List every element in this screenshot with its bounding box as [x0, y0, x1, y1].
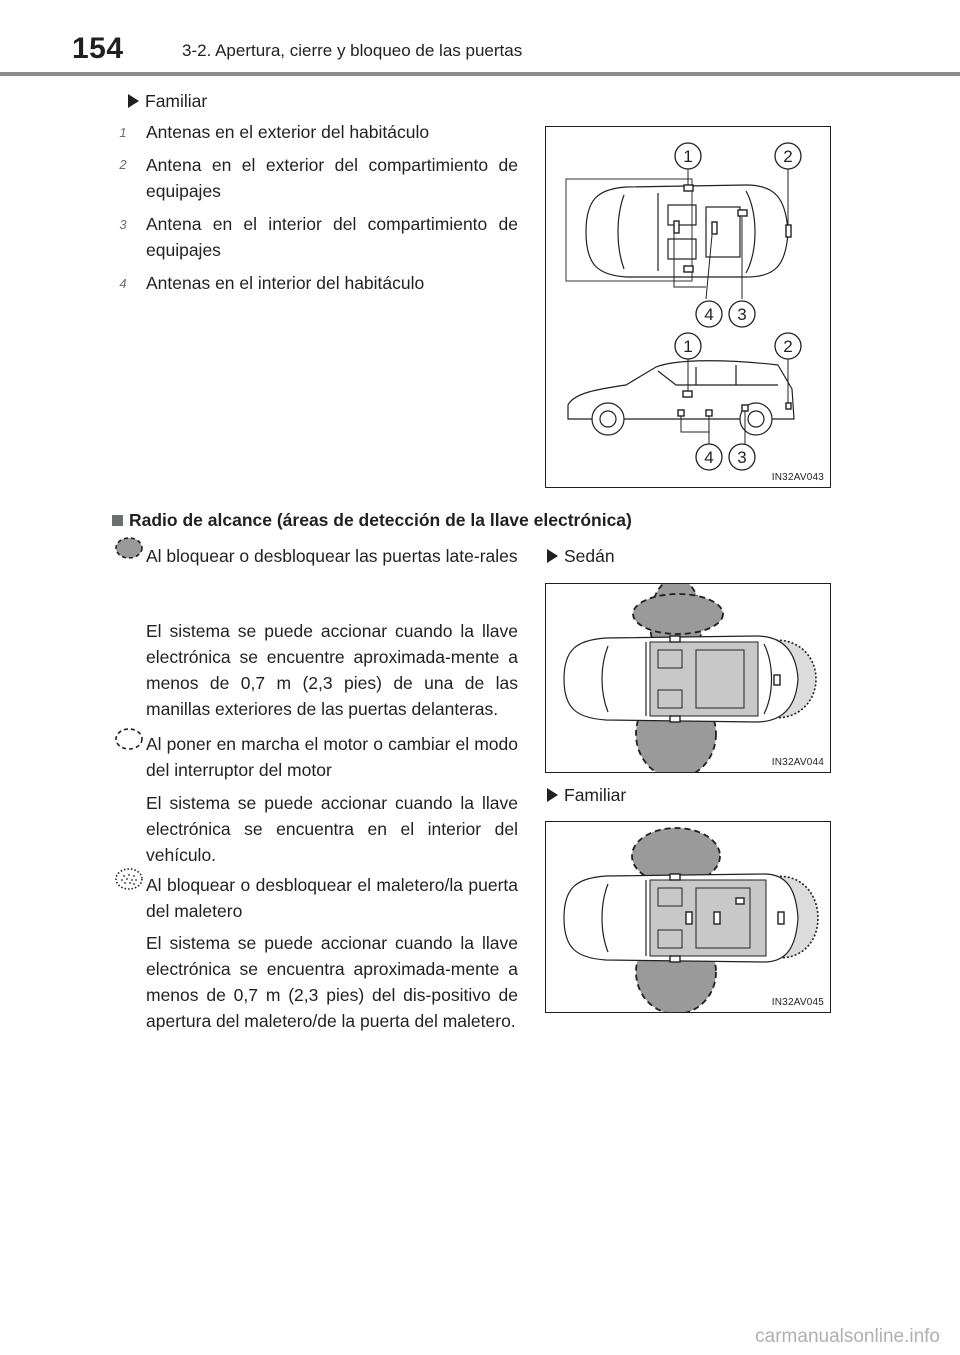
callout-2: 2 [783, 337, 793, 356]
familiar-range-figure [545, 821, 831, 1013]
figure-code: IN32AV044 [771, 757, 824, 768]
dashed-light-zone-icon [114, 727, 144, 751]
variant-label-sedan: Sedán [547, 543, 615, 569]
callout-3: 3 [737, 305, 747, 324]
sedan-range-diagram [546, 584, 830, 772]
callout-4: 4 [704, 305, 714, 324]
triangle-bullet-icon [547, 549, 558, 563]
zone-1-heading: Al bloquear o desbloquear las puertas late-rales [146, 546, 518, 566]
antenna-diagram [546, 127, 830, 487]
header-title: 3-2. Apertura, cierre y bloqueo de las puertas [182, 41, 523, 60]
zone-2-body: El sistema se puede accionar cuando la llave electrónica se encuentra en el interior del vehículo. [146, 793, 518, 865]
zone-3-heading: Al bloquear o desbloquear el maletero/la puerta del maletero [146, 875, 518, 921]
header-rule [0, 72, 960, 76]
callout-1: 1 [683, 147, 693, 166]
section-title: Radio de alcance (áreas de detección de la llave electrónica) [112, 510, 632, 531]
triangle-bullet-icon [547, 788, 558, 802]
watermark: carmanualsonline.info [755, 1326, 940, 1347]
antenna-figure [545, 126, 831, 488]
cabin-zone [650, 880, 766, 956]
antenna-item-1: Antenas en el exterior del habitáculo [146, 122, 430, 142]
number-badge: 1 [119, 125, 127, 140]
variant-label-familiar: Familiar [128, 88, 207, 114]
number-badge: 2 [119, 157, 127, 172]
number-badge: 4 [119, 276, 127, 291]
figure-code: IN32AV043 [771, 472, 824, 483]
callout-2: 2 [783, 147, 793, 166]
zone-1-body: El sistema se puede accionar cuando la llave electrónica se encuentre aproximada-mente a menos de 0,7 m (2,3 pies) de una de las manillas exteriores de las puertas delanteras. [146, 621, 518, 719]
square-bullet-icon [112, 515, 123, 526]
car-top-outline [586, 185, 788, 277]
zone-2-heading: Al poner en marcha el motor o cambiar el modo del interruptor del motor [146, 734, 518, 780]
variant-label-familiar: Familiar [547, 782, 626, 808]
zone-3-body: El sistema se puede accionar cuando la llave electrónica se encuentra aproximada-mente a menos de 0,7 m (2,3 pies) del dis-positivo de apertura del maletero/de la puerta del maletero. [146, 933, 518, 1031]
callout-3: 3 [737, 448, 747, 467]
triangle-bullet-icon [128, 94, 139, 108]
front-left-zone-top [633, 594, 723, 634]
number-badge: 3 [119, 217, 127, 232]
familiar-range-diagram [546, 822, 830, 1012]
sedan-range-figure [545, 583, 831, 773]
callout-1: 1 [683, 337, 693, 356]
page-number: 154 [72, 32, 124, 65]
callout-4: 4 [704, 448, 714, 467]
antenna-item-3: Antena en el interior del compartimiento de equipajes [146, 214, 518, 260]
cabin-zone [650, 642, 758, 716]
antenna-item-2: Antena en el exterior del compartimiento de equipajes [146, 155, 518, 201]
dashed-zone-icon [114, 536, 144, 560]
antenna-item-4: Antenas en el interior del habitáculo [146, 273, 425, 293]
frame-box [566, 179, 692, 281]
figure-code: IN32AV045 [771, 997, 824, 1008]
dotted-zone-icon [114, 867, 144, 891]
